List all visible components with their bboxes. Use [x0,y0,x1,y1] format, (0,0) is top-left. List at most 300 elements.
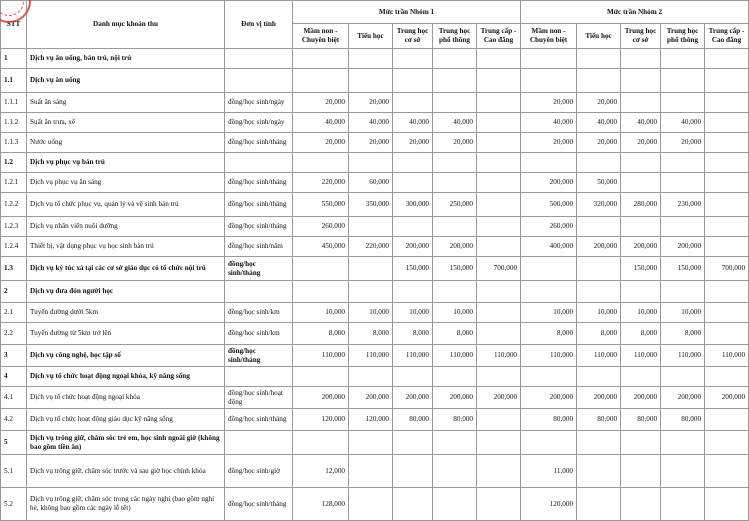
row-stt: 4.2 [1,409,27,431]
header-g2-trung-cap: Trung cấp - Cao đẳng [705,24,749,49]
row-group1-value [293,69,349,93]
row-stt: 1.2 [1,153,27,173]
row-group1-value [349,455,393,488]
row-group1-value [349,281,393,303]
row-group1-value: 20,000 [349,133,393,153]
row-group2-value [621,455,661,488]
row-group2-value [621,281,661,303]
row-group1-value: 550,000 [293,193,349,217]
table-row [1,133,749,153]
row-unit [225,69,293,93]
row-group1-value [433,488,477,521]
row-group1-value: 20,000 [293,93,349,113]
row-group2-value [705,217,749,237]
row-group2-value: 80,000 [521,409,577,431]
row-group1-value [477,409,521,431]
table-row [1,303,749,323]
row-group1-value: 8,000 [293,323,349,345]
table-row [1,49,749,69]
row-group1-value: 20,000 [349,93,393,113]
row-group2-value [521,49,577,69]
row-group1-value [477,303,521,323]
row-group1-value: 260,000 [293,217,349,237]
row-group2-value [661,173,705,193]
row-group2-value [705,488,749,521]
row-group2-value: 400,000 [521,237,577,257]
row-group2-value: 20,000 [577,133,621,153]
row-group2-value [705,367,749,387]
row-unit: đồng/học sinh/tháng [225,133,293,153]
row-group2-value [661,431,705,455]
row-group1-value: 40,000 [349,113,393,133]
row-group1-value [477,113,521,133]
header-g2-mam-non: Mầm non - Chuyên biệt [521,24,577,49]
row-stt: 1 [1,49,27,69]
row-group1-value: 20,000 [293,133,349,153]
row-group2-value [577,431,621,455]
row-group2-value [621,153,661,173]
row-group1-value: 20,000 [433,133,477,153]
row-item-name: Dịch vụ nhân viên nuôi dưỡng [27,217,225,237]
row-stt: 1.2.1 [1,173,27,193]
row-unit: đồng/học sinh/ngày [225,113,293,133]
row-group2-value [521,153,577,173]
row-group1-value: 110,000 [433,345,477,367]
row-group1-value [477,323,521,345]
row-unit [225,367,293,387]
header-g1-thpt: Trung học phổ thông [433,24,477,49]
row-group1-value [349,257,393,281]
row-group2-value [577,257,621,281]
row-item-name: Dịch vụ trông giữ, chăm sóc trước và sau giờ học chính khóa [27,455,225,488]
row-group2-value: 200,000 [661,237,705,257]
row-stt: 1.3 [1,257,27,281]
row-group2-value [521,367,577,387]
row-unit: đồng/học sinh/km [225,303,293,323]
row-item-name: Thiết bị, vật dụng phục vụ học sinh bán trú [27,237,225,257]
row-group1-value: 40,000 [293,113,349,133]
row-group1-value [433,217,477,237]
row-group2-value [621,173,661,193]
row-group1-value [349,69,393,93]
row-group1-value: 200,000 [477,387,521,409]
row-stt: 2.2 [1,323,27,345]
row-stt: 5 [1,431,27,455]
row-stt: 5.2 [1,488,27,521]
row-unit: đồng/học sinh/km [225,323,293,345]
row-group1-value: 220,000 [293,173,349,193]
row-group1-value [477,455,521,488]
row-group1-value: 350,000 [349,193,393,217]
row-group2-value [661,49,705,69]
row-group1-value: 10,000 [349,303,393,323]
row-group1-value: 10,000 [433,303,477,323]
row-group2-value: 40,000 [621,113,661,133]
row-group2-value [577,367,621,387]
row-group2-value [705,93,749,113]
row-group2-value: 200,000 [705,387,749,409]
row-group1-value [293,367,349,387]
row-group2-value [705,237,749,257]
row-group1-value [433,367,477,387]
row-group1-value: 150,000 [393,257,433,281]
row-group1-value [477,488,521,521]
row-group1-value: 250,000 [433,193,477,217]
row-group2-value [705,173,749,193]
row-group2-value: 20,000 [621,133,661,153]
row-group1-value [477,217,521,237]
row-stt: 2 [1,281,27,303]
row-item-name: Suất ăn trưa, xế [27,113,225,133]
row-group1-value [349,367,393,387]
row-group2-value [705,69,749,93]
row-group1-value: 110,000 [477,345,521,367]
row-unit: đồng/học sinh/tháng [225,257,293,281]
row-group2-value: 40,000 [577,113,621,133]
row-group1-value: 110,000 [349,345,393,367]
table-row [1,367,749,387]
row-group2-value [521,69,577,93]
row-group1-value [393,488,433,521]
row-group2-value: 110,000 [705,345,749,367]
row-group2-value: 200,000 [621,387,661,409]
row-group1-value [433,173,477,193]
row-unit: đồng/học sinh/hoạt động [225,387,293,409]
row-group2-value [661,217,705,237]
header-row-1 [1,1,749,24]
row-group2-value: 320,000 [577,193,621,217]
row-group2-value [621,488,661,521]
table-row [1,173,749,193]
row-group1-value: 128,000 [293,488,349,521]
row-group2-value [621,431,661,455]
row-group2-value: 200,000 [577,387,621,409]
row-group2-value [661,367,705,387]
row-stt: 1.1 [1,69,27,93]
row-item-name: Dịch vụ ký túc xá tại các cơ sở giáo dục có tổ chức nội trú [27,257,225,281]
row-group2-value: 230,000 [661,193,705,217]
row-group2-value: 40,000 [521,113,577,133]
row-group2-value: 20,000 [661,133,705,153]
row-item-name: Dịch vụ ăn uống, bán trú, nội trú [27,49,225,69]
row-group2-value: 80,000 [661,409,705,431]
row-item-name: Tuyến đường dưới 5km [27,303,225,323]
row-stt: 1.2.3 [1,217,27,237]
row-group2-value [521,257,577,281]
table-row [1,113,749,133]
row-group2-value: 40,000 [661,113,705,133]
row-group1-value: 20,000 [393,133,433,153]
row-group2-value [621,217,661,237]
row-item-name: Dịch vụ tổ chức hoạt động ngoại khóa [27,387,225,409]
row-group1-value: 200,000 [393,237,433,257]
row-group2-value: 500,000 [521,193,577,217]
row-group2-value [705,193,749,217]
header-unit: Đơn vị tính [225,1,293,49]
row-group1-value: 450,000 [293,237,349,257]
row-group2-value [521,281,577,303]
row-stt: 1.2.4 [1,237,27,257]
row-group1-value [433,431,477,455]
row-group1-value: 150,000 [433,257,477,281]
row-group1-value: 10,000 [293,303,349,323]
row-group1-value [433,153,477,173]
row-group2-value: 10,000 [521,303,577,323]
row-group1-value: 40,000 [433,113,477,133]
header-g2-tieu-hoc: Tiểu học [577,24,621,49]
row-group1-value [349,153,393,173]
row-group2-value [705,409,749,431]
row-unit [225,431,293,455]
table-row [1,455,749,488]
row-group1-value: 200,000 [293,387,349,409]
row-group1-value [477,69,521,93]
row-group1-value: 10,000 [393,303,433,323]
red-seal-stamp [0,0,31,23]
row-group2-value [621,93,661,113]
row-group1-value [293,49,349,69]
row-group2-value: 120,000 [521,488,577,521]
row-stt: 1.1.1 [1,93,27,113]
table-row [1,387,749,409]
row-group1-value [393,49,433,69]
header-g1-trung-cap: Trung cấp - Cao đẳng [477,24,521,49]
row-group2-value [577,488,621,521]
row-stt: 4.1 [1,387,27,409]
row-group2-value [577,281,621,303]
row-group2-value: 700,000 [705,257,749,281]
row-unit: đồng/học sinh/ngày [225,93,293,113]
header-g2-thpt: Trung học phổ thông [661,24,705,49]
table-row [1,409,749,431]
row-group1-value [477,431,521,455]
row-group1-value [477,49,521,69]
row-group2-value: 200,000 [577,237,621,257]
row-group2-value [705,281,749,303]
table-row [1,69,749,93]
row-stt: 3 [1,345,27,367]
row-group1-value [393,455,433,488]
table-row [1,193,749,217]
row-group1-value [477,237,521,257]
row-group2-value [577,217,621,237]
row-group2-value [705,303,749,323]
row-group2-value [621,69,661,93]
row-group2-value [621,367,661,387]
row-group1-value [293,431,349,455]
row-group1-value: 200,000 [393,387,433,409]
row-group1-value [393,431,433,455]
row-group1-value [393,173,433,193]
row-group1-value: 80,000 [393,409,433,431]
row-group2-value [577,69,621,93]
table-row [1,257,749,281]
row-unit: đồng/học sinh/giờ [225,455,293,488]
row-group1-value [393,217,433,237]
row-item-name: Dịch vụ trông giữ, chăm sóc trong các ngày nghỉ (bao gồm nghỉ hè, không bao gồm các ngày lễ tết) [27,488,225,521]
row-group2-value [705,133,749,153]
row-item-name: Dịch vụ trông giữ, chăm sóc trẻ em, học sinh ngoài giờ (không bao gồm tiền ăn) [27,431,225,455]
header-stt: STT [1,1,27,49]
row-item-name: Dịch vụ đưa đón người học [27,281,225,303]
table-row [1,488,749,521]
row-unit: đồng/học sinh/năm [225,237,293,257]
row-group2-value: 150,000 [621,257,661,281]
row-group2-value [661,488,705,521]
header-g2-thcs: Trung học cơ sở [621,24,661,49]
row-group1-value [477,193,521,217]
table-row [1,237,749,257]
row-group2-value: 200,000 [621,237,661,257]
row-group1-value [433,281,477,303]
row-group2-value: 110,000 [521,345,577,367]
row-unit: đồng/học sinh/tháng [225,173,293,193]
row-group2-value [661,281,705,303]
row-group2-value: 150,000 [661,257,705,281]
row-unit: đồng/học sinh/tháng [225,409,293,431]
row-group2-value: 11,000 [521,455,577,488]
row-group1-value [293,257,349,281]
row-item-name: Dịch vụ phục vụ ăn sáng [27,173,225,193]
row-group1-value [477,367,521,387]
row-stt: 1.1.3 [1,133,27,153]
row-group1-value [393,93,433,113]
row-group1-value [477,133,521,153]
row-unit [225,281,293,303]
row-group2-value: 200,000 [521,387,577,409]
header-group-1: Mức trần Nhóm 1 [293,1,521,24]
row-group1-value: 200,000 [349,387,393,409]
row-group1-value: 80,000 [433,409,477,431]
row-group1-value: 200,000 [433,237,477,257]
row-stt: 4 [1,367,27,387]
row-group2-value: 20,000 [577,93,621,113]
table-row [1,153,749,173]
table-row [1,345,749,367]
row-group1-value: 8,000 [433,323,477,345]
row-item-name: Dịch vụ tổ chức hoạt động ngoại khóa, kỹ năng sống [27,367,225,387]
row-group2-value [661,455,705,488]
row-group2-value [705,431,749,455]
row-group1-value [433,49,477,69]
row-group1-value [433,93,477,113]
row-group2-value: 20,000 [521,93,577,113]
table-row [1,431,749,455]
row-item-name: Tuyến đường từ 5km trở lên [27,323,225,345]
row-unit: đồng/học sinh/tháng [225,345,293,367]
row-group1-value [477,281,521,303]
row-item-name: Dịch vụ tổ chức hoạt động giáo dục kỹ năng sống [27,409,225,431]
row-group2-value: 10,000 [577,303,621,323]
row-group2-value [577,153,621,173]
header-item: Danh mục khoản thu [27,1,225,49]
table-row [1,281,749,303]
row-group2-value [621,49,661,69]
row-group1-value [349,431,393,455]
row-group2-value [577,455,621,488]
row-group1-value: 220,000 [349,237,393,257]
row-group1-value [477,93,521,113]
row-group2-value: 280,000 [621,193,661,217]
row-group2-value [705,113,749,133]
row-group1-value [477,153,521,173]
row-group2-value: 200,000 [521,173,577,193]
row-group2-value: 110,000 [621,345,661,367]
row-stt: 1.2.2 [1,193,27,217]
row-unit: đồng/học sinh/tháng [225,488,293,521]
row-group2-value: 110,000 [661,345,705,367]
row-group1-value [393,281,433,303]
row-group2-value [661,69,705,93]
row-group1-value [349,49,393,69]
row-group1-value: 40,000 [393,113,433,133]
row-group1-value: 8,000 [349,323,393,345]
table-row [1,93,749,113]
row-group1-value: 120,000 [349,409,393,431]
row-group1-value [349,217,393,237]
header-g1-mam-non: Mầm non - Chuyên biệt [293,24,349,49]
row-group2-value [521,431,577,455]
row-group1-value [393,69,433,93]
row-item-name: Dịch vụ ăn uống [27,69,225,93]
row-unit: đồng/học sinh/tháng [225,217,293,237]
row-item-name: Dịch vụ công nghệ, học tập số [27,345,225,367]
row-group2-value: 80,000 [577,409,621,431]
row-group1-value [393,367,433,387]
row-item-name: Dịch vụ tổ chức phục vụ, quản lý và vệ sinh bán trú [27,193,225,217]
fee-table-body [1,49,749,521]
row-group1-value: 700,000 [477,257,521,281]
row-group1-value: 110,000 [293,345,349,367]
row-group1-value [393,153,433,173]
table-row [1,323,749,345]
row-group1-value: 120,000 [293,409,349,431]
row-group1-value [293,153,349,173]
row-group1-value: 12,000 [293,455,349,488]
row-group2-value: 8,000 [521,323,577,345]
row-group2-value: 80,000 [621,409,661,431]
row-unit [225,153,293,173]
row-group2-value: 8,000 [577,323,621,345]
row-group1-value [349,488,393,521]
table-row [1,217,749,237]
row-group2-value: 10,000 [621,303,661,323]
row-group2-value [705,455,749,488]
row-stt: 2.1 [1,303,27,323]
row-group1-value [293,281,349,303]
row-group2-value [705,49,749,69]
row-group2-value: 260,000 [521,217,577,237]
row-group1-value [433,455,477,488]
row-group2-value: 200,000 [661,387,705,409]
row-group2-value: 50,000 [577,173,621,193]
row-group2-value: 10,000 [661,303,705,323]
row-group1-value [477,173,521,193]
row-unit [225,49,293,69]
row-group1-value: 60,000 [349,173,393,193]
row-group1-value: 110,000 [393,345,433,367]
row-group1-value: 300,000 [393,193,433,217]
row-group1-value: 200,000 [433,387,477,409]
row-item-name: Dịch vụ phục vụ bán trú [27,153,225,173]
header-g1-thcs: Trung học cơ sở [393,24,433,49]
row-group2-value [661,153,705,173]
row-group2-value [661,93,705,113]
row-group2-value [577,49,621,69]
row-item-name: Suất ăn sáng [27,93,225,113]
row-group2-value: 20,000 [521,133,577,153]
row-group1-value: 8,000 [393,323,433,345]
